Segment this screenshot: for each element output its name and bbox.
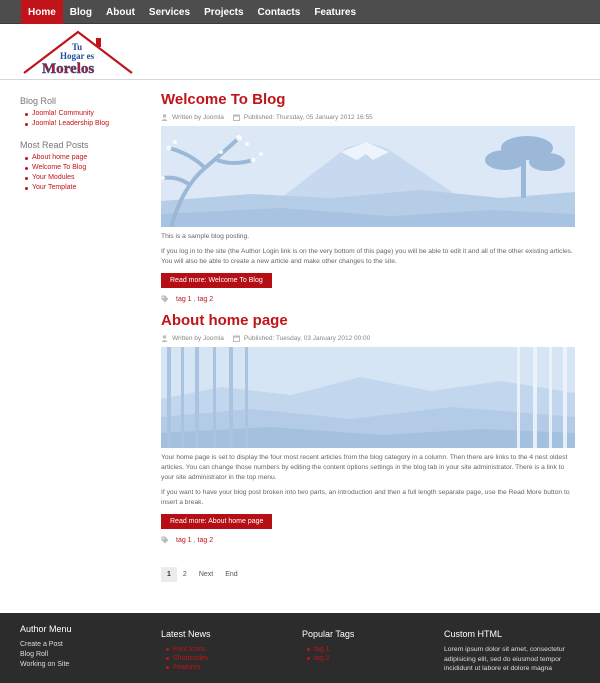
user-icon [161, 114, 168, 121]
footer-column-title: Popular Tags [302, 629, 355, 639]
tag-link[interactable]: tag 1 [176, 295, 192, 303]
latest-news-link[interactable]: Shortcodes [161, 654, 211, 663]
post-banner-image [161, 126, 575, 227]
author-menu-link[interactable]: Create a Post [20, 641, 63, 648]
post-date: Published: Thursday, 05 January 2012 16:55 [243, 113, 373, 121]
tag-link[interactable]: tag 2 [197, 295, 214, 303]
post-paragraph: This is a sample blog posting. [161, 233, 250, 240]
most-read-link[interactable]: About home page [20, 153, 145, 163]
nav-item-about[interactable]: About [106, 6, 135, 18]
tag-icon [161, 295, 169, 303]
page-2-link[interactable]: 2 [182, 571, 187, 578]
nav-item-blog[interactable]: Blog [69, 6, 93, 18]
blog-roll-title: Blog Roll [20, 96, 57, 106]
nav-item-home[interactable]: Home [21, 0, 63, 24]
main-content [161, 90, 576, 582]
latest-news-link[interactable]: Features [161, 663, 211, 672]
footer-author-menu [20, 624, 72, 670]
footer-popular-tags [302, 629, 354, 663]
logo-line-3: Morelos [42, 61, 95, 75]
nav-item-projects[interactable]: Projects [204, 6, 244, 18]
logo-line-2: Hogar es [60, 51, 95, 61]
footer-latest-news [161, 629, 211, 672]
footer-column-title: Author Menu [20, 624, 72, 634]
blog-roll-link[interactable]: Joomla! Leadership Blog [20, 119, 145, 129]
blog-roll-link[interactable]: Joomla! Community [20, 109, 145, 119]
post-author: Written by Joomla [172, 334, 224, 342]
tag-link[interactable]: tag 1 [176, 536, 192, 544]
most-read-link[interactable]: Your Template [20, 183, 145, 193]
top-navigation [0, 0, 600, 24]
post-meta [161, 112, 576, 122]
calendar-icon [233, 114, 240, 121]
blog-post [161, 90, 576, 304]
post-meta [161, 333, 576, 343]
most-read-list [20, 153, 145, 193]
post-title[interactable]: Welcome To Blog [161, 91, 286, 108]
nav-item-contacts[interactable]: Contacts [257, 6, 301, 18]
page-1-link[interactable]: 1 [161, 567, 177, 582]
post-title[interactable]: About home page [161, 312, 288, 329]
read-more-button[interactable]: Read more: About home page [161, 514, 272, 529]
post-tags: tag 1 , tag 2 [161, 535, 576, 545]
nav-item-features[interactable]: Features [314, 6, 357, 18]
footer-column-title: Latest News [161, 629, 211, 639]
tag-icon [161, 536, 169, 544]
most-read-title: Most Read Posts [20, 140, 89, 150]
sidebar [20, 96, 145, 204]
next-page-link[interactable]: Next [198, 571, 214, 578]
popular-tag-link[interactable]: tag 2 [302, 654, 354, 663]
author-menu-link[interactable]: Blog Roll [20, 651, 49, 658]
site-footer [0, 613, 600, 683]
post-paragraph: If you log in to the site (the Author Login link is on the very bottom of this page) you will be able to edit it and all of the other existing articles. You will also be able to create a new article and make other changes to the site. [161, 248, 573, 265]
pagination [161, 567, 576, 582]
calendar-icon [233, 335, 240, 342]
latest-news-link[interactable]: Font Icons [161, 645, 211, 654]
most-read-link[interactable]: Welcome To Blog [20, 163, 145, 173]
logo-line-1: Tu [72, 42, 83, 52]
site-header [0, 24, 600, 80]
post-date: Published: Tuesday, 03 January 2012 00:00 [243, 334, 371, 342]
nav-item-services[interactable]: Services [148, 6, 191, 18]
footer-column-title: Custom HTML [444, 629, 503, 639]
blog-roll-list [20, 109, 145, 129]
read-more-button[interactable]: Read more: Welcome To Blog [161, 273, 272, 288]
author-menu-link[interactable]: Working on Site [20, 661, 70, 668]
post-banner-image [161, 347, 575, 448]
post-paragraph: Your home page is set to display the four most recent articles from the blog category in a column. Then there are links to the 4 nest oldest articles. You can change those numbers by editing the content options settings in the blog tab in your site administrator. There is a link to your site administrator in the top menu. [161, 454, 568, 481]
post-paragraph: If you want to have your blog post broken into two parts, an introduction and then a full length separate page, use the Read More button to insert a break. [161, 489, 570, 506]
end-page-link[interactable]: End [225, 571, 238, 578]
footer-custom-html [444, 629, 584, 674]
post-tags: tag 1 , tag 2 [161, 294, 576, 304]
custom-html-text: Lorem ipsum dolor sit amet, consectetur adipisicing elit, sed do eiusmod tempor incididunt ut labore et dolore magna [444, 646, 565, 672]
tag-link[interactable]: tag 2 [197, 536, 214, 544]
most-read-link[interactable]: Your Modules [20, 173, 145, 183]
site-logo[interactable] [20, 29, 136, 75]
popular-tag-link[interactable]: tag 1 [302, 645, 354, 654]
blog-post [161, 311, 576, 545]
user-icon [161, 335, 168, 342]
post-author: Written by Joomla [172, 113, 224, 121]
